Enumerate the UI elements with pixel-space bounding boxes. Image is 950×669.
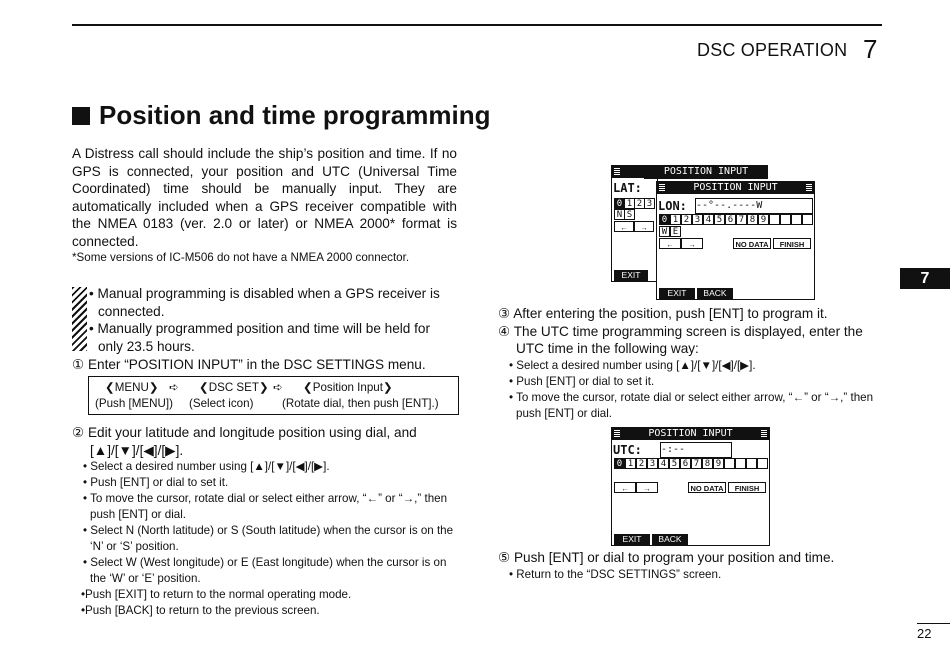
right-arrow-button: →	[634, 221, 654, 232]
digit-cell: 0	[614, 458, 625, 469]
digit-cell: 0	[659, 214, 670, 225]
step-2-bullet: • To move the cursor, rotate dial or select either arrow, “←” or “→,” then push [ENT] or dial.	[83, 492, 448, 522]
chapter-tab: 7	[900, 268, 950, 289]
left-arrow-button: ←	[614, 221, 634, 232]
menu-key: ❮MENU❯	[105, 381, 159, 394]
digit-cell: 0	[614, 198, 625, 209]
digit-cell: 3	[692, 214, 703, 225]
east-cell: E	[670, 226, 681, 237]
note-item: • Manual programming is disabled when a GPS receiver is connected.	[89, 286, 440, 319]
section-square-icon	[72, 107, 90, 125]
right-column-text	[498, 305, 885, 422]
step-4-bullet: • Select a desired number using [▲]/[▼]/[◀]/[▶].	[509, 358, 756, 372]
step-5-block	[498, 549, 885, 583]
dsc-set-key: ❮DSC SET❯	[199, 381, 269, 394]
left-arrow-button: ←	[614, 482, 636, 493]
utc-screen	[611, 427, 770, 546]
digit-cell: 8	[702, 458, 713, 469]
position-input-key: ❮Position Input❯	[303, 381, 393, 394]
menu-icon	[614, 430, 620, 437]
empty-cell	[757, 458, 768, 469]
digit-cell: 4	[703, 214, 714, 225]
lon-value-field	[695, 198, 813, 214]
finish-button: FINISH	[728, 482, 766, 493]
right-arrow-button: →	[636, 482, 658, 493]
header-chapter-number: 7	[863, 34, 878, 64]
digit-cell: 4	[658, 458, 669, 469]
digit-cell: 1	[625, 458, 636, 469]
utc-screen-title: POSITION INPUT	[648, 428, 733, 439]
utc-screen-titlebar	[612, 428, 769, 440]
menu-path-box	[88, 376, 459, 415]
step-5-text: ⑤ Push [ENT] or dial to program your position and time.	[498, 550, 835, 565]
lat-screen-title: POSITION INPUT	[644, 165, 768, 179]
digit-cell: 7	[736, 214, 747, 225]
step-2-extra: •Push [EXIT] to return to the normal operating mode.	[81, 588, 352, 602]
digit-cell: 2	[681, 214, 692, 225]
empty-cell	[746, 458, 757, 469]
back-softkey: BACK	[697, 288, 733, 299]
step-2-bullet: • Select W (West longitude) or E (East longitude) when the cursor is on the ‘W’ or ‘E’ position.	[83, 556, 447, 586]
digit-cell: 6	[725, 214, 736, 225]
menu-icon	[806, 184, 812, 191]
exit-softkey: EXIT	[614, 534, 650, 545]
digit-cell: 1	[624, 198, 635, 209]
step-5-bullet: • Return to the “DSC SETTINGS” screen.	[509, 567, 722, 581]
back-softkey: BACK	[652, 534, 688, 545]
footnote: *Some versions of IC-M506 do not have a NMEA 2000 connector.	[72, 251, 410, 264]
menu-icon	[614, 168, 620, 175]
rotate-note: (Rotate dial, then push [ENT].)	[282, 397, 439, 410]
select-icon-note: (Select icon)	[189, 397, 254, 410]
header-title: DSC OPERATION	[697, 40, 848, 60]
lon-screen-title: POSITION INPUT	[693, 182, 778, 193]
note-hatch-icon	[72, 287, 87, 351]
empty-cell	[780, 214, 791, 225]
digit-cell: 6	[680, 458, 691, 469]
digit-cell: 8	[747, 214, 758, 225]
lon-screen	[656, 181, 815, 300]
lat-label: LAT:	[613, 181, 642, 195]
step-2-block	[72, 424, 457, 619]
lon-screen-titlebar	[657, 182, 814, 194]
digit-cell: 9	[713, 458, 724, 469]
digit-cell: 5	[669, 458, 680, 469]
digit-cell: 9	[758, 214, 769, 225]
step-2-keys: [▲]/[▼]/[◀]/[▶].	[90, 442, 184, 458]
menu-icon	[659, 184, 665, 191]
empty-cell	[791, 214, 802, 225]
step-2-extra: •Push [BACK] to return to the previous screen.	[81, 604, 320, 618]
exit-softkey: EXIT	[614, 270, 648, 281]
note-item: • Manually programmed position and time will be held for only 23.5 hours.	[89, 321, 430, 354]
arrow-icon: ➪	[169, 381, 179, 394]
step-2-text: ② Edit your latitude and longitude position using dial, and	[72, 425, 417, 440]
right-arrow-button: →	[681, 238, 703, 249]
intro-paragraph: A Distress call should include the ship’s position and time. If no GPS is connected, your position and UTC (Universal Time Coordinated) time should be manually input. They are automatically included when a GPS receiver compatible with the NMEA 0183 (ver. 2.0 or later) or NMEA 2000* format is connected.	[72, 146, 457, 249]
no-data-button: NO DATA	[733, 238, 771, 249]
menu-icon	[761, 430, 767, 437]
lat-screen	[611, 165, 658, 282]
page-number-rule	[917, 623, 950, 624]
empty-cell	[769, 214, 780, 225]
step-2-bullet: • Push [ENT] or dial to set it.	[83, 476, 229, 490]
west-cell: W	[659, 226, 670, 237]
no-data-button: NO DATA	[688, 482, 726, 493]
utc-label: UTC:	[613, 443, 642, 457]
step-1: ① Enter “POSITION INPUT” in the DSC SETTINGS menu.	[72, 357, 426, 373]
digit-cell: 3	[644, 198, 655, 209]
step-3: ③ After entering the position, push [ENT] to program it.	[498, 306, 828, 321]
header-rule	[72, 24, 882, 26]
digit-cell: 3	[647, 458, 658, 469]
left-arrow-button: ←	[659, 238, 681, 249]
digit-cell: 5	[714, 214, 725, 225]
digit-cell: 2	[634, 198, 645, 209]
exit-softkey: EXIT	[659, 288, 695, 299]
empty-cell	[735, 458, 746, 469]
step-4-bullet: • Push [ENT] or dial to set it.	[509, 374, 655, 388]
digit-cell: 7	[691, 458, 702, 469]
utc-value-field	[660, 442, 732, 458]
push-menu-note: (Push [MENU])	[95, 397, 173, 410]
step-2-bullet: • Select N (North latitude) or S (South latitude) when the cursor is on the ‘N’ or ‘S’ position.	[83, 524, 454, 554]
section-title-text: Position and time programming	[99, 100, 491, 130]
step-2-bullet: • Select a desired number using [▲]/[▼]/[◀]/[▶].	[83, 460, 330, 474]
arrow-icon: ➪	[273, 381, 283, 394]
digit-cell: 1	[670, 214, 681, 225]
step-4-text: ④ The UTC time programming screen is displayed, enter the UTC time in the following way:	[498, 323, 863, 357]
note-block	[72, 285, 457, 374]
north-cell: N	[614, 209, 625, 220]
finish-button: FINISH	[773, 238, 811, 249]
step-4-bullet: • To move the cursor, rotate dial or select either arrow, “←” or “→,” then push [ENT] or dial.	[509, 390, 874, 420]
south-cell: S	[624, 209, 635, 220]
empty-cell	[802, 214, 813, 225]
digit-cell: 2	[636, 458, 647, 469]
section-title	[72, 100, 490, 131]
lon-value: --°--.----W	[696, 200, 763, 211]
lon-label: LON:	[658, 199, 687, 213]
empty-cell	[724, 458, 735, 469]
utc-value: -:--	[661, 444, 686, 455]
page-number: 22	[917, 626, 932, 641]
